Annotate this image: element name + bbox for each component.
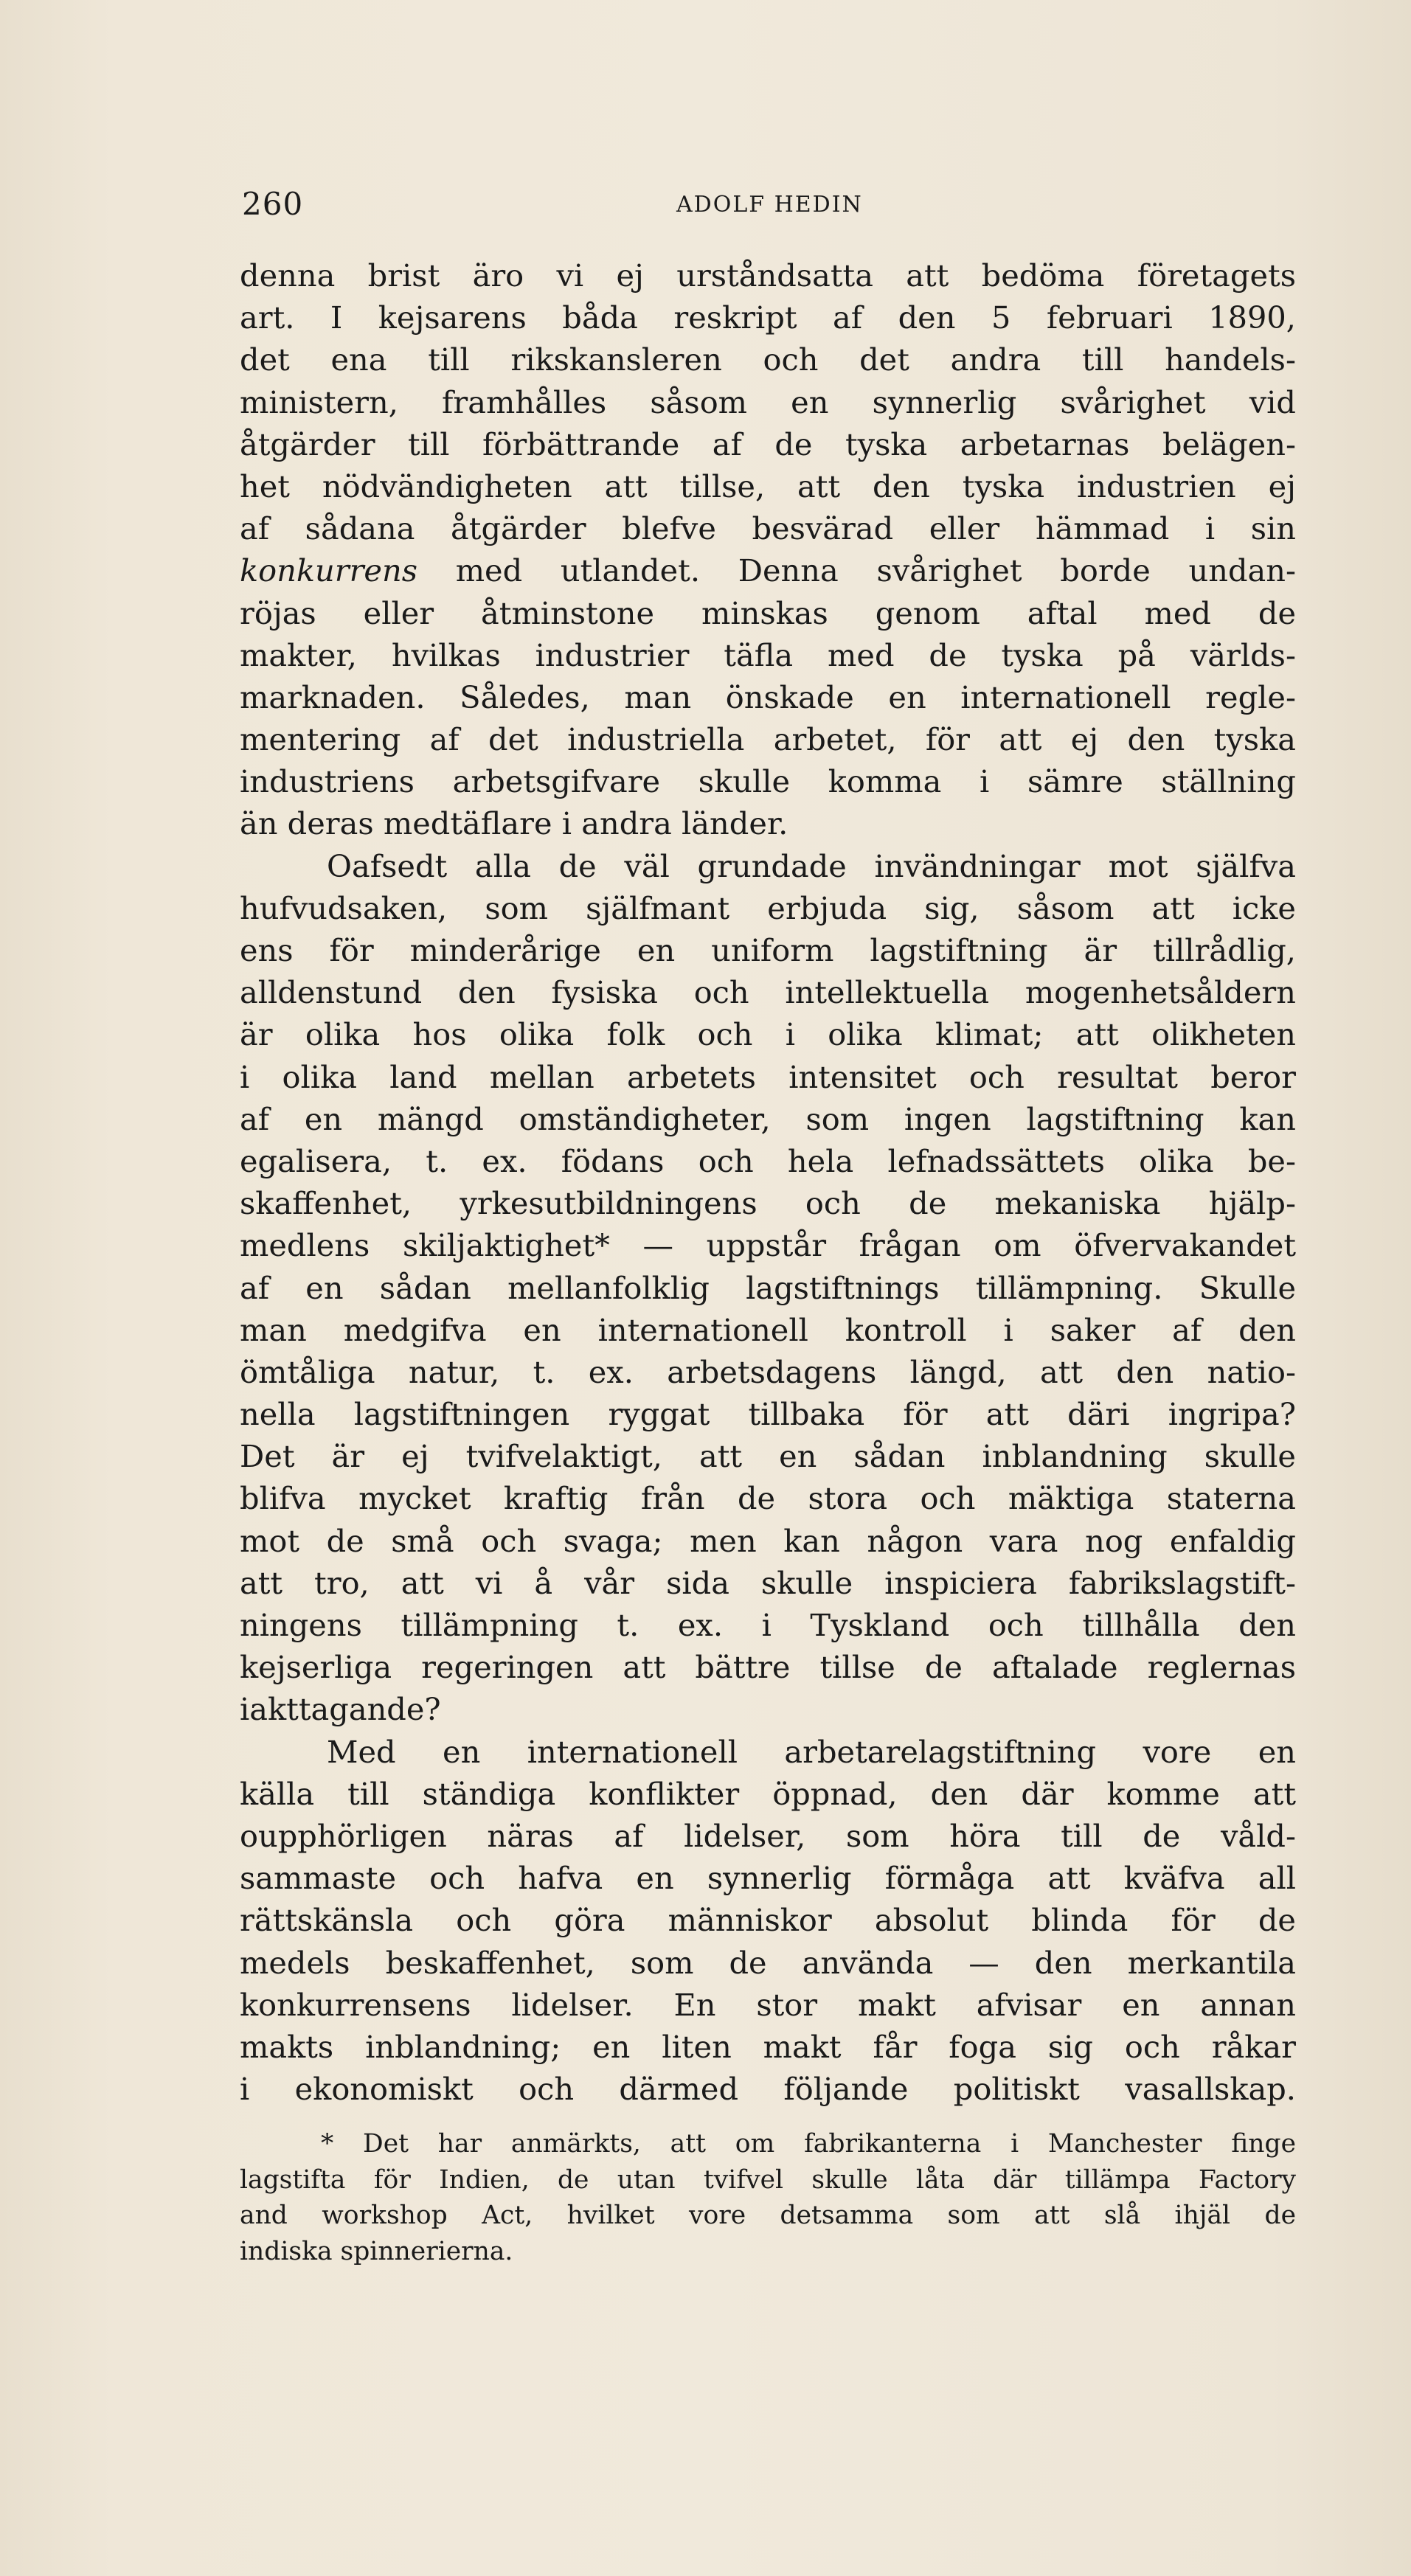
text-line: Oafsedt alla de väl grundade invändningar mot själfva (327, 847, 1296, 884)
text-line: het nödvändigheten att tillse, att den tyska industrien ej (240, 468, 1296, 504)
text-line: det ena till rikskansleren och det andra till handels- (240, 341, 1296, 378)
footnote (240, 2126, 1296, 2269)
text-line: mentering af det industriella arbetet, för att ej den tyska (240, 721, 1296, 758)
text-line: marknaden. Således, man önskade en internationell regle- (240, 678, 1296, 715)
text-line: i ekonomiskt och därmed följande politiskt vasallskap. (240, 2071, 1296, 2108)
text-line (240, 549, 1296, 591)
text-fragment: med utlandet. Denna svårighet borde undan- (417, 552, 1296, 589)
text-line: medlens skiljaktighet* — uppstår frågan om öfvervakandet (240, 1227, 1296, 1264)
text-line: röjas eller åtminstone minskas genom aftal med de (240, 594, 1296, 631)
text-line: af en mängd omständigheter, som ingen lagstiftning kan (240, 1100, 1296, 1137)
italic-word: konkurrens (240, 552, 417, 589)
text-line: ningens tillämpning t. ex. i Tyskland och tillhålla den (240, 1607, 1296, 1643)
text-line: oupphörligen näras af lidelser, som höra till de våld- (240, 1817, 1296, 1854)
text-line: åtgärder till förbättrande af de tyska arbetarnas belägen- (240, 426, 1296, 462)
text-line: alldenstund den fysiska och intellektuella mogenhetsåldern (240, 974, 1296, 1011)
footnote-line: and workshop Act, hvilket vore detsamma som att slå ihjäl de (240, 2201, 1296, 2230)
main-text (240, 254, 1296, 2110)
text-line: än deras medtäflare i andra länder. (240, 805, 788, 842)
text-line: skaffenhet, yrkesutbildningens och de mekaniska hjälp- (240, 1185, 1296, 1222)
text-line: kejserliga regeringen att bättre tillse de aftalade reglernas (240, 1649, 1296, 1686)
running-head: ADOLF HEDIN (676, 192, 863, 218)
text-line: i olika land mellan arbetets intensitet och resultat beror (240, 1058, 1296, 1095)
text-line: medels beskaffenhet, som de använda — den merkantila (240, 1944, 1296, 1981)
text-line: makts inblandning; en liten makt får foga sig och råkar (240, 2028, 1296, 2065)
footnote-line: indiska spinnerierna. (240, 2236, 513, 2266)
text-line: denna brist äro vi ej urståndsatta att bedöma företagets (240, 257, 1296, 294)
page-number: 260 (242, 186, 304, 222)
text-line: ministern, framhålles såsom en synnerlig svårighet vid (240, 383, 1296, 420)
footnote-line: lagstifta för Indien, de utan tvifvel skulle låta där tillämpa Factory (240, 2164, 1296, 2195)
text-line: af sådana åtgärder blefve besvärad eller hämmad i sin (240, 510, 1296, 547)
footnote-line: * Det har anmärkts, att om fabrikanterna i Manchester finge (321, 2129, 1296, 2159)
text-line: blifva mycket kraftig från de stora och mäktiga staterna (240, 1480, 1296, 1517)
text-line: är olika hos olika folk och i olika klimat; att olikheten (240, 1016, 1296, 1053)
page-header (242, 186, 1297, 230)
text-line: makter, hvilkas industrier täfla med de tyska på världs- (240, 636, 1296, 673)
text-line: källa till ständiga konflikter öppnad, den där komme att (240, 1775, 1296, 1812)
text-line: hufvudsaken, som själfmant erbjuda sig, såsom att icke (240, 889, 1296, 926)
text-line: art. I kejsarens båda reskript af den 5 februari 1890, (240, 299, 1296, 336)
text-line: nella lagstiftningen ryggat tillbaka för att däri ingripa? (240, 1396, 1296, 1433)
text-line: konkurrensens lidelser. En stor makt afvisar en annan (240, 1986, 1296, 2023)
text-line: ens för minderårige en uniform lagstiftning är tillrådlig, (240, 932, 1296, 968)
text-line: iakttagande? (240, 1691, 441, 1728)
text-line: ömtåliga natur, t. ex. arbetsdagens längd, att den natio- (240, 1353, 1296, 1390)
text-line: man medgifva en internationell kontroll i saker af den (240, 1311, 1296, 1348)
text-line: Med en internationell arbetarelagstiftning vore en (327, 1733, 1296, 1770)
text-line: industriens arbetsgifvare skulle komma i sämre ställning (240, 763, 1296, 800)
text-line: att tro, att vi å vår sida skulle inspiciera fabrikslagstift- (240, 1564, 1296, 1601)
text-line: mot de små och svaga; men kan någon vara nog enfaldig (240, 1522, 1296, 1559)
text-line: af en sådan mellanfolklig lagstiftnings tillämpning. Skulle (240, 1269, 1296, 1306)
text-line: Det är ej tvifvelaktigt, att en sådan inblandning skulle (240, 1438, 1296, 1475)
text-line: sammaste och hafva en synnerlig förmåga att kväfva all (240, 1860, 1296, 1897)
text-line: egalisera, t. ex. födans och hela lefnadssättets olika be- (240, 1142, 1296, 1179)
text-line: rättskänsla och göra människor absolut blinda för de (240, 1902, 1296, 1939)
